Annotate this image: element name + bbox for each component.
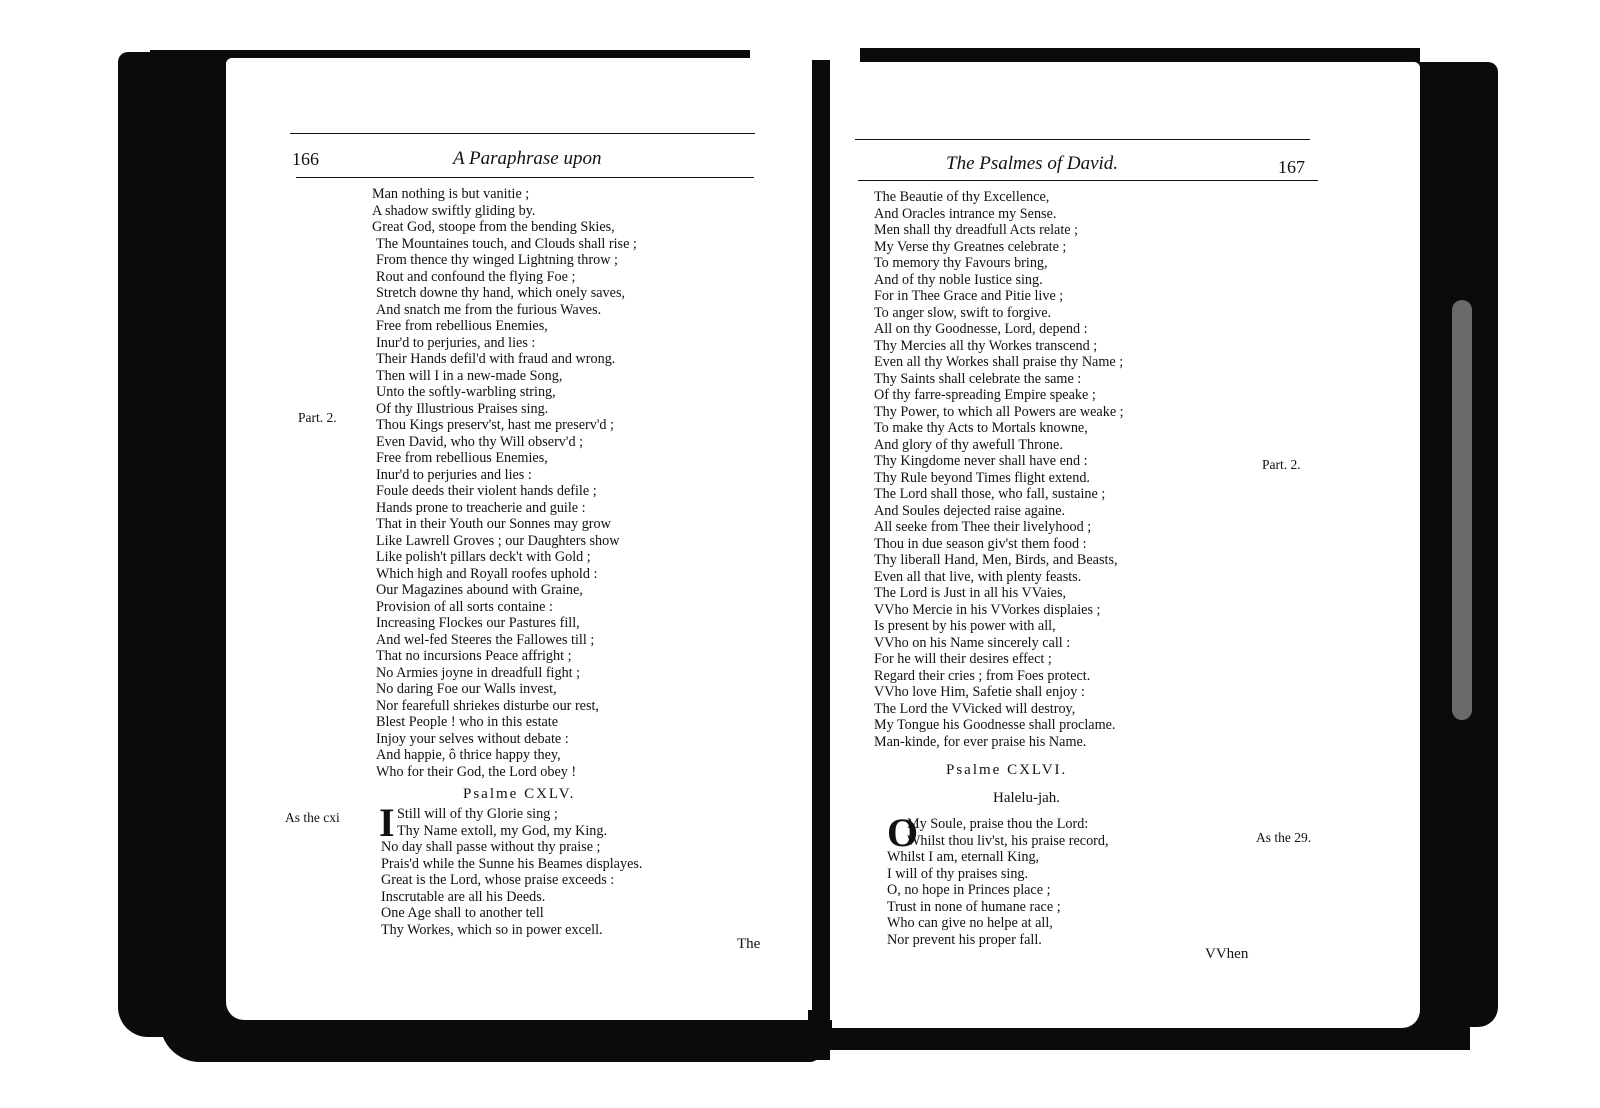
verse-line: And wel-fed Steeres the Fallowes till ; [376,631,595,648]
verse-line: And glory of thy awefull Throne. [874,436,1063,453]
verse-line: And snatch me from the furious Waves. [376,301,602,318]
left-verse-block [372,186,637,780]
right-header-rule-bottom [858,180,1318,181]
verse-line: Increasing Flockes our Pastures fill, [376,615,580,631]
verse-line: Our Magazines abound with Graine, [376,582,583,598]
left-header-rule-top [290,133,755,134]
verse-line: My Verse thy Greatnes celebrate ; [874,238,1067,255]
verse-line: And Soules dejected raise againe. [874,502,1066,519]
verse-line: The Beautie of thy Excellence, [874,189,1050,205]
right-page-number: 167 [1278,157,1305,177]
verse-line: To anger slow, swift to forgive. [874,304,1052,321]
verse-line: For in Thee Grace and Pitie live ; [874,288,1064,304]
verse-line: Inur'd to perjuries and lies : [376,466,532,483]
verse-line: Rout and confound the flying Foe ; [376,268,576,285]
verse-line: To memory thy Favours bring, [874,255,1048,271]
right-drop-cap: O [887,810,919,855]
right-psalm-subtitle: Halelu-jah. [993,790,1061,806]
verse-line: VVho on his Name sincerely call : [874,634,1071,651]
verse-line: Thy Rule beyond Times flight extend. [874,469,1090,486]
verse-line: Man-kinde, for ever praise his Name. [874,733,1087,750]
verse-line: Man nothing is but vanitie ; [372,186,530,202]
verse-line: No day shall passe without thy praise ; [381,839,601,855]
verse-line: Trust in none of humane race ; [887,898,1061,915]
verse-line: Even all thy Workes shall praise thy Name ; [874,354,1124,370]
verse-line: Still will of thy Glorie sing ; [397,806,558,822]
book-spine [812,60,830,1060]
verse-line: Nor prevent his proper fall. [887,931,1042,948]
verse-line: O, no hope in Princes place ; [887,882,1051,898]
verse-line: Even David, who thy Will observ'd ; [376,433,584,450]
verse-line: Free from rebellious Enemies, [376,450,548,466]
verse-line: My Tongue his Goodnesse shall proclame. [874,717,1116,733]
verse-line: VVho Mercie in his VVorkes displaies ; [874,601,1101,618]
verse-line: Thy Power, to which all Powers are weake ; [874,403,1124,420]
verse-line: Foule deeds their violent hands defile ; [376,483,597,499]
verse-line: And happie, ô thrice happy they, [376,747,561,763]
verse-line: That no incursions Peace affright ; [376,648,572,664]
verse-line: Thou in due season giv'st them food : [874,535,1087,552]
verse-line: Which high and Royall roofes uphold : [376,565,598,582]
verse-line: Thy Saints shall celebrate the same : [874,370,1082,387]
verse-line: Hands prone to treacherie and guile : [376,499,586,516]
verse-line: The Lord shall those, who fall, sustaine ; [874,486,1106,502]
verse-line: Like Lawrell Groves ; our Daughters show [376,532,620,549]
verse-line: All on thy Goodnesse, Lord, depend : [874,321,1088,337]
verse-line: Free from rebellious Enemies, [376,318,548,334]
right-catchword: VVhen [1205,946,1249,962]
verse-line: Thy Mercies all thy Workes transcend ; [874,337,1098,354]
left-dark-border [118,52,238,1037]
verse-line: One Age shall to another tell [381,905,544,921]
right-margin-tune: As the 29. [1256,830,1312,845]
verse-line: Whilst thou liv'st, his praise record, [907,832,1109,849]
verse-line: A shadow swiftly gliding by. [372,202,536,219]
verse-line: Inscrutable are all his Deeds. [381,888,546,905]
verse-line: Nor fearefull shriekes disturbe our rest, [376,697,599,714]
verse-line: Who can give no helpe at all, [887,915,1053,931]
verse-line: Great is the Lord, whose praise exceeds : [381,872,615,888]
left-page-number: 166 [292,149,319,169]
verse-line: Thou Kings preserv'st, hast me preserv'd ; [376,417,614,433]
right-border-speck [1452,300,1472,720]
left-margin-part: Part. 2. [298,410,337,425]
verse-line: Their Hands defil'd with fraud and wrong. [376,351,616,367]
right-running-head: The Psalmes of David. [946,153,1119,174]
verse-line: Who for their God, the Lord obey ! [376,763,577,780]
verse-line: And Oracles intrance my Sense. [874,205,1057,222]
verse-line: The Lord is Just in all his VVaies, [874,585,1067,601]
verse-line: Unto the softly-warbling string, [376,384,556,400]
verse-line: Blest People ! who in this estate [376,714,559,730]
verse-line: Thy Kingdome never shall have end : [874,453,1088,469]
verse-line: The Mountaines touch, and Clouds shall rise ; [376,235,637,252]
verse-line: Is present by his power with all, [874,618,1056,634]
left-catchword: The [737,936,761,952]
verse-line: The Lord the VVicked will destroy, [874,700,1076,717]
right-psalm-verses [887,810,1109,948]
verse-line: And of thy noble Iustice sing. [874,271,1043,288]
left-drop-cap: I [379,800,395,845]
verse-line: Thy Name extoll, my God, my King. [397,822,608,839]
right-header-rule-top [855,139,1310,140]
verse-line: I will of thy praises sing. [887,865,1029,882]
verse-line: VVho love Him, Safetie shall enjoy : [874,684,1085,700]
verse-line: Provision of all sorts containe : [376,598,553,615]
verse-line: Whilst I am, eternall King, [887,849,1040,865]
verse-line: No daring Foe our Walls invest, [376,681,557,697]
right-verse-block [874,189,1124,750]
verse-line: Then will I in a new-made Song, [376,367,563,384]
right-psalm-heading: Psalme CXLVI. [946,762,1068,778]
verse-line: Of thy Illustrious Praises sing. [376,400,549,417]
verse-line: That in their Youth our Sonnes may grow [376,516,611,532]
right-margin-part: Part. 2. [1262,457,1301,472]
verse-line: Thy liberall Hand, Men, Birds, and Beasts, [874,552,1118,568]
verse-line: From thence thy winged Lightning throw ; [376,252,618,268]
verse-line: To make thy Acts to Mortals knowne, [874,420,1088,436]
left-running-head: A Paraphrase upon [453,148,602,169]
verse-line: Inur'd to perjuries, and lies : [376,334,536,351]
verse-line: Thy Workes, which so in power excell. [381,921,603,938]
verse-line: My Soule, praise thou the Lord: [907,816,1089,832]
verse-line: Of thy farre-spreading Empire speake ; [874,387,1096,403]
verse-line: For he will their desires effect ; [874,651,1052,667]
verse-line: Even all that live, with plenty feasts. [874,568,1082,585]
verse-line: Regard their cries ; from Foes protect. [874,667,1091,684]
verse-line: Stretch downe thy hand, which onely saves, [376,285,626,301]
left-header-rule-bottom [296,177,754,178]
verse-line: Injoy your selves without debate : [376,730,569,747]
verse-line: Great God, stoope from the bending Skies, [372,219,615,235]
verse-line: No Armies joyne in dreadfull fight ; [376,664,581,681]
left-psalm-verses [379,800,643,938]
left-margin-tune: As the cxi [285,810,340,825]
verse-line: Like polish't pillars deck't with Gold ; [376,549,591,565]
verse-line: All seeke from Thee their livelyhood ; [874,519,1092,535]
left-psalm-heading: Psalme CXLV. [463,786,576,802]
verse-line: Men shall thy dreadfull Acts relate ; [874,222,1079,238]
verse-line: Prais'd while the Sunne his Beames displayes. [381,855,643,872]
